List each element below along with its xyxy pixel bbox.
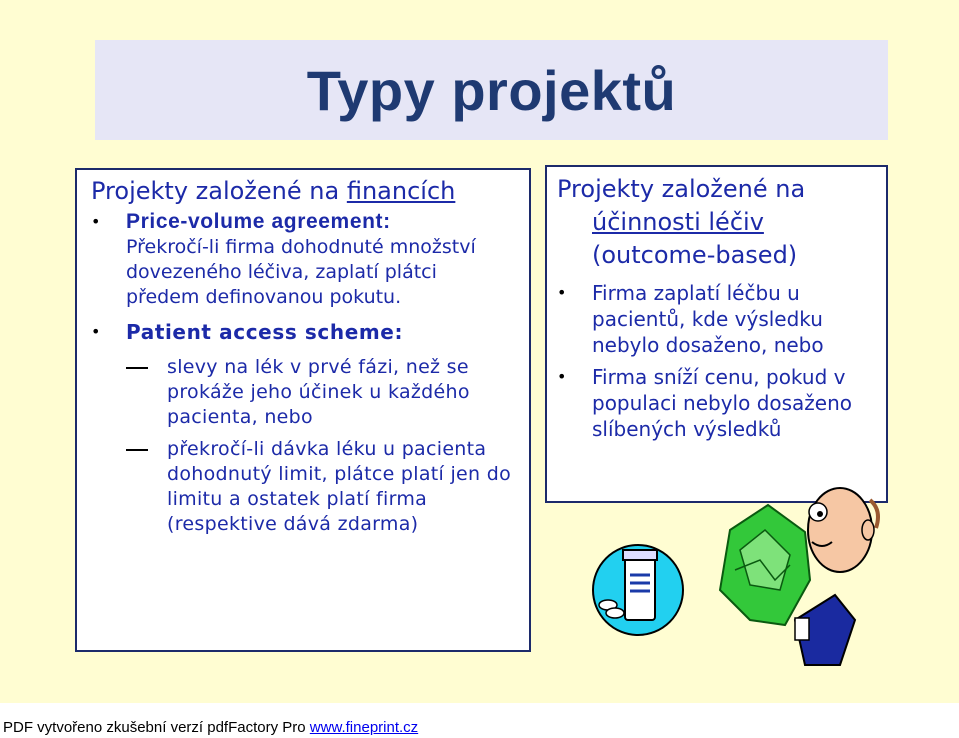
pill-bottle-shape	[625, 555, 655, 620]
sub-item-discount	[91, 355, 515, 430]
list-item-price-volume	[91, 209, 515, 310]
slide-title: Typy projektů	[306, 58, 677, 122]
price-volume-text: Překročí-li firma dohodnuté množství dovezeného léčiva, zaplatí plátci předem definovanou pokutu.	[126, 236, 476, 308]
heading-link-financich: financích	[346, 177, 456, 205]
patient-access-label: Patient access scheme:	[126, 320, 404, 344]
dash-icon	[126, 367, 148, 369]
price-volume-label: Price-volume agreement:	[126, 210, 391, 233]
outcome-projects-box	[545, 165, 888, 503]
bullet-icon: •	[91, 322, 101, 341]
list-item-patient-access	[91, 319, 515, 345]
outcome-item-discount	[557, 364, 876, 442]
heading-link-ucinnosti: účinnosti léčiv	[592, 208, 764, 236]
outcome-item-pay	[557, 280, 876, 358]
outcome-item-pay-text: Firma zaplatí léčbu u pacientů, kde výsledku nebylo dosaženo, nebo	[592, 281, 824, 357]
discount-text: slevy na lék v prvé fázi, než se prokáže jeho účinek u každého pacienta, nebo	[167, 356, 470, 428]
pill-icon	[606, 608, 624, 618]
doctor-money-illustration	[590, 470, 890, 670]
dose-limit-text: překročí-li dávka léku u pacienta dohodnutý limit, plátce platí jen do limitu a ostatek platí firma (respektive dává zdarma)	[167, 438, 511, 535]
outcome-item-discount-text: Firma sníží cenu, pokud v populaci nebylo dosaženo slíbených výsledků	[592, 365, 853, 441]
outcome-heading-link	[557, 206, 876, 239]
sub-item-dose-limit	[91, 437, 515, 537]
dash-icon	[126, 449, 148, 451]
footer-text: PDF vytvořeno zkušební verzí pdfFactory Pro	[3, 719, 310, 736]
bullet-icon: •	[91, 212, 101, 231]
footer-link[interactable]: www.fineprint.cz	[309, 719, 419, 736]
title-bar	[95, 40, 888, 140]
bullet-icon: •	[557, 283, 567, 302]
financial-projects-heading	[91, 176, 515, 207]
bullet-icon: •	[557, 367, 567, 386]
outcome-heading-line3: (outcome-based)	[592, 241, 798, 269]
pdf-footer	[0, 717, 959, 738]
heading-prefix: Projekty založené na	[91, 177, 347, 205]
outcome-heading-line1: Projekty založené na	[557, 175, 806, 203]
financial-projects-box	[75, 168, 531, 652]
